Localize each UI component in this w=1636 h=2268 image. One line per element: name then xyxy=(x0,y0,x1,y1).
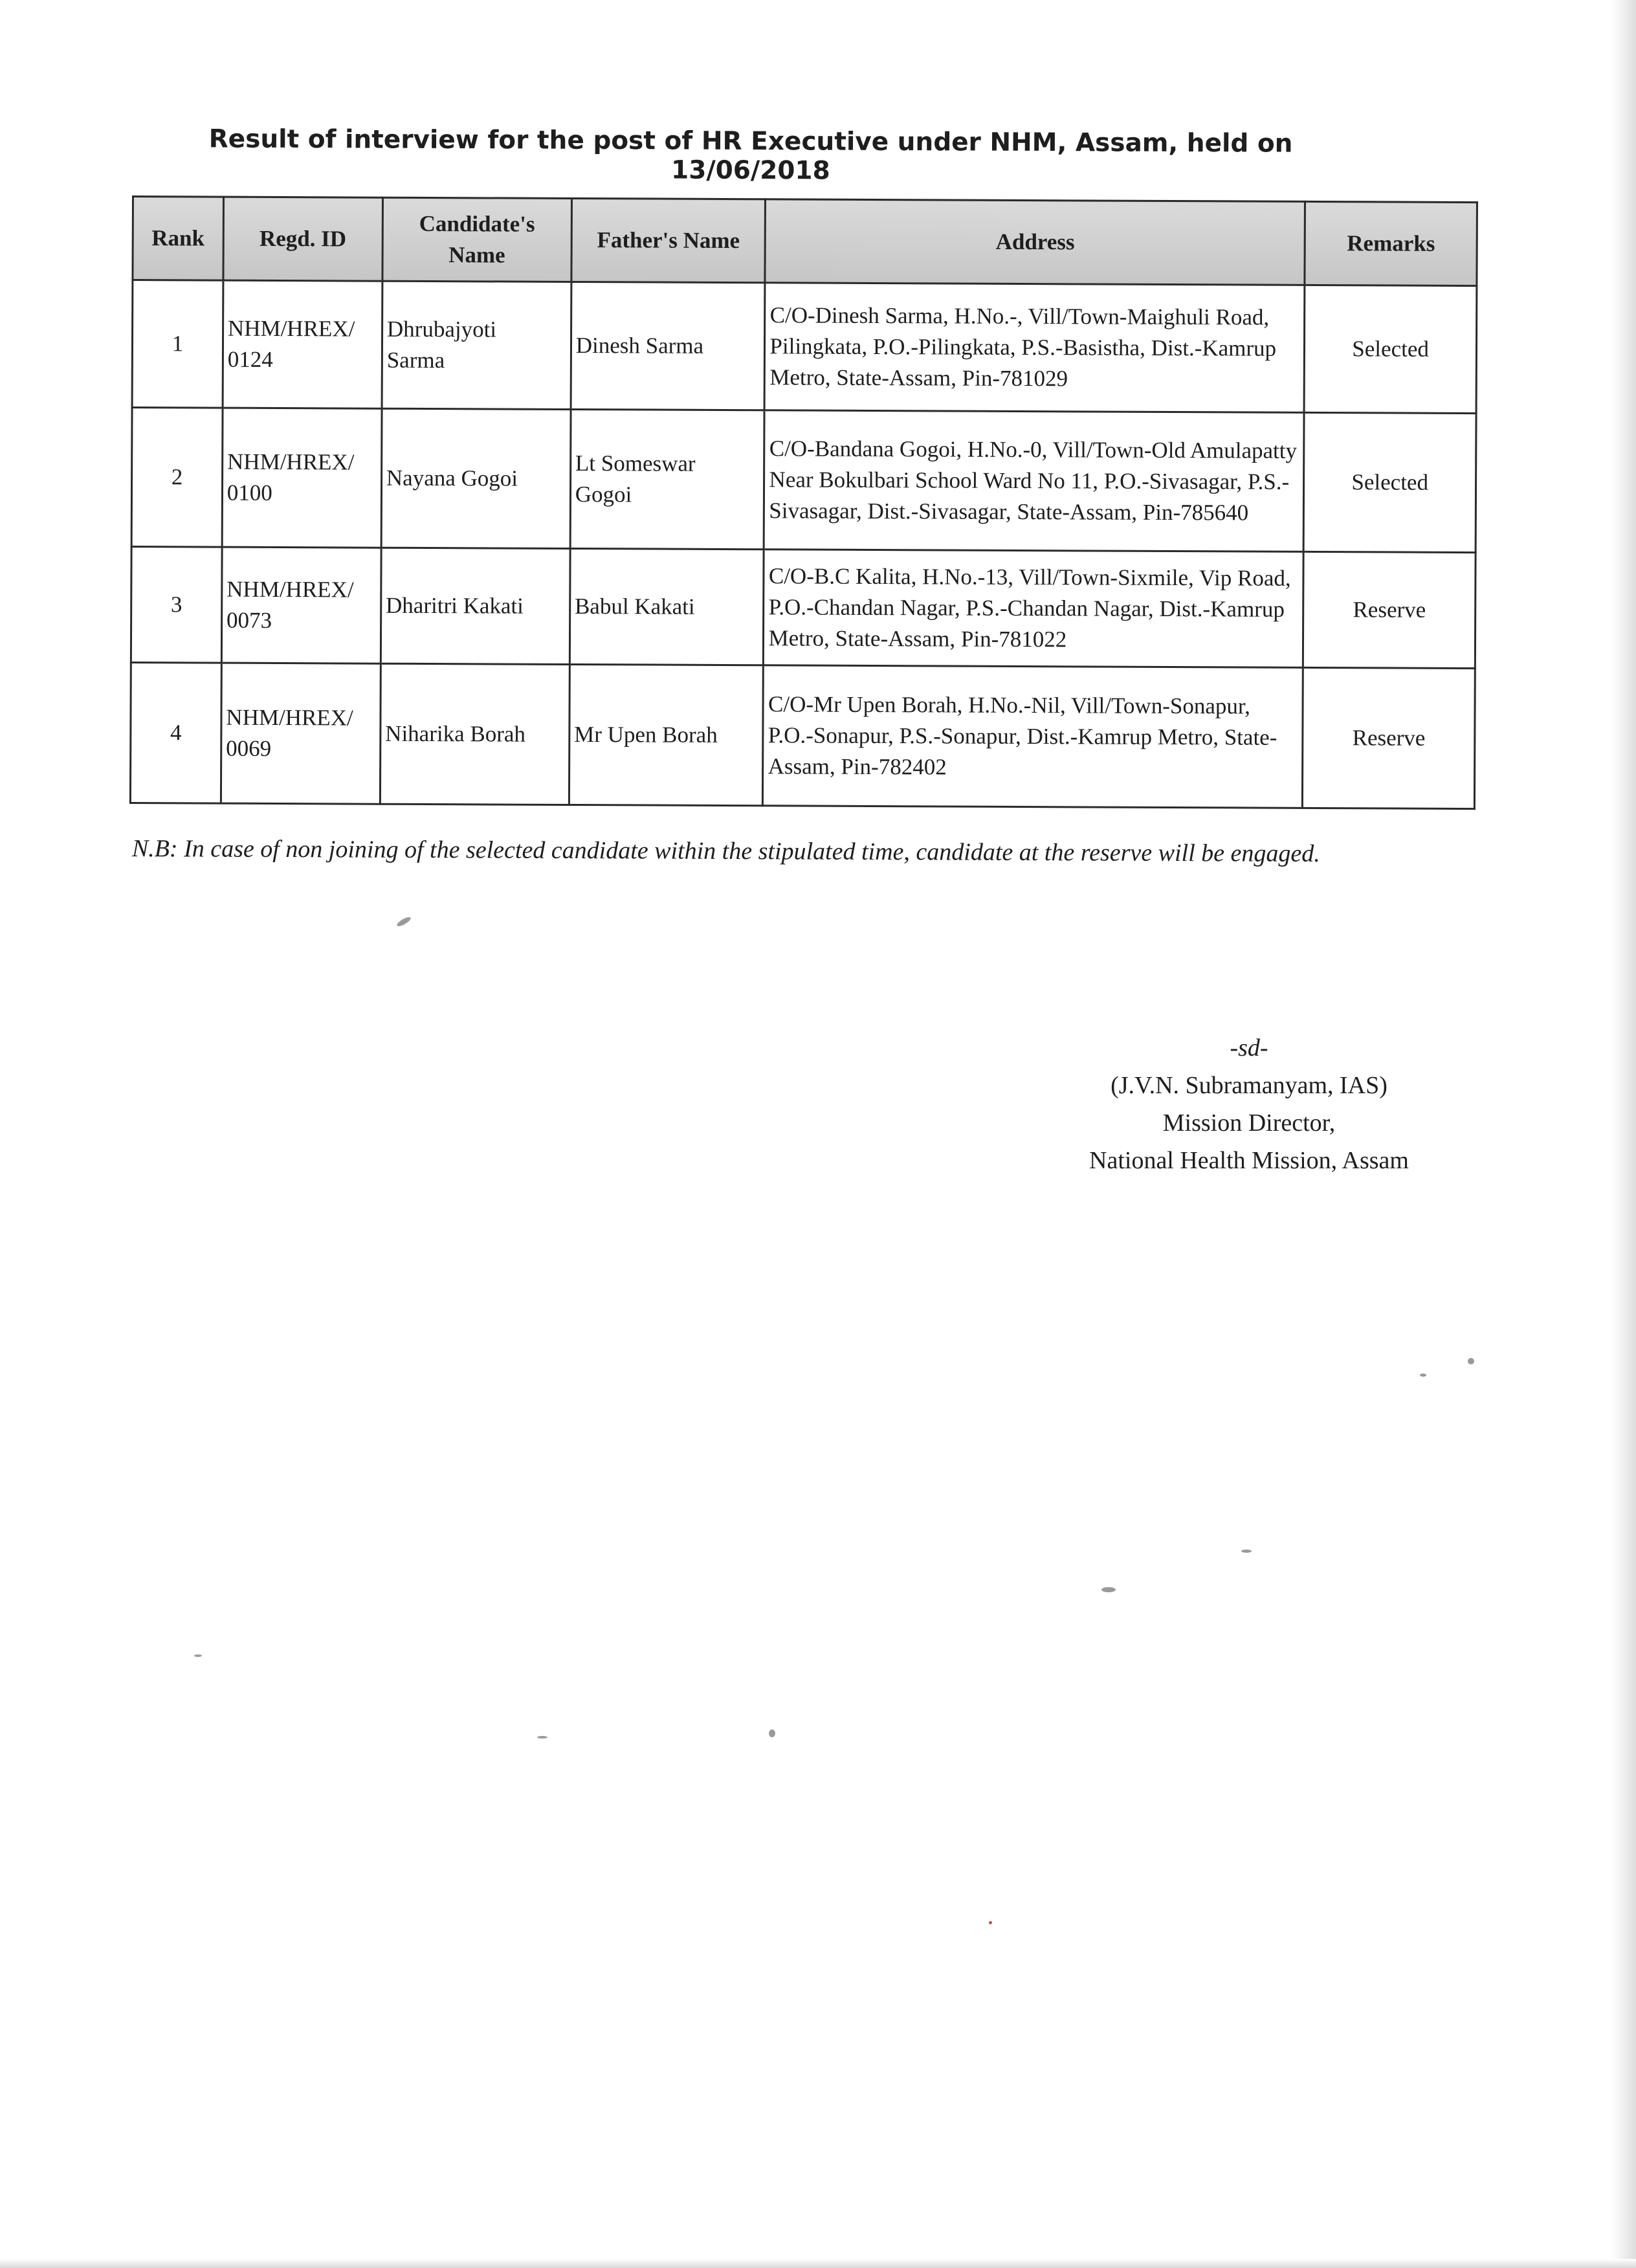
header-address: Address xyxy=(765,199,1305,285)
scanned-page-edge xyxy=(1611,0,1636,2268)
signatory-organization: National Health Mission, Assam xyxy=(1089,1147,1409,1174)
cell-regd-id: NHM/HREX/ 0100 xyxy=(222,408,382,548)
cell-remarks: Selected xyxy=(1304,285,1477,413)
scan-speck xyxy=(1241,1550,1252,1553)
cell-candidate-name: Dhrubajyoti Sarma xyxy=(382,281,571,409)
table-row xyxy=(130,662,1475,808)
cell-father-name: Mr Upen Borah xyxy=(569,664,764,805)
signatory-designation: Mission Director, xyxy=(1162,1109,1336,1137)
scan-speck xyxy=(537,1736,547,1739)
header-father-name: Father's Name xyxy=(571,198,766,282)
signatory-name: (J.V.N. Subramanyam, IAS) xyxy=(1111,1072,1387,1099)
scan-speck xyxy=(396,916,412,928)
cell-rank: 2 xyxy=(131,408,223,548)
cell-father-name: Babul Kakati xyxy=(569,548,764,665)
scan-speck xyxy=(1468,1358,1474,1364)
header-candidate-name: Candidate's Name xyxy=(382,197,571,282)
signature-block xyxy=(1048,1029,1450,1179)
note-text: In case of non joining of the selected candidate within the stipulated time, candidate at the reserve will be engaged. xyxy=(184,835,1320,868)
document-title: Result of interview for the post of HR Executive under NHM, Assam, held on 13/06/2018 xyxy=(208,124,1293,186)
cell-candidate-name: Nayana Gogoi xyxy=(381,408,571,548)
cell-candidate-name: Niharika Borah xyxy=(380,663,569,805)
table-row xyxy=(132,280,1477,414)
table-row xyxy=(131,408,1476,553)
scan-speck xyxy=(1101,1587,1116,1592)
cell-address: C/O-B.C Kalita, H.No.-13, Vill/Town-Sixmile, Vip Road, P.O.-Chandan Nagar, P.S.-Chandan Nagar, Dist.-Kamrup Metro, State-Assam, Pin-781022 xyxy=(764,550,1304,668)
cell-candidate-name: Dharitri Kakati xyxy=(381,548,570,664)
scan-speck xyxy=(989,1921,992,1924)
cell-address: C/O-Bandana Gogoi, H.No.-0, Vill/Town-Old Amulapatty Near Bokulbari School Ward No 11, P.O.-Sivasagar, P.S.-Sivasagar, Dist.-Sivasagar, State-Assam, Pin-785640 xyxy=(764,410,1305,552)
cell-remarks: Selected xyxy=(1303,412,1476,552)
cell-regd-id: NHM/HREX/ 0069 xyxy=(221,663,381,804)
note-block xyxy=(132,832,1478,871)
scan-speck xyxy=(1420,1373,1426,1377)
table-row xyxy=(131,547,1476,669)
signature-sd: -sd- xyxy=(1230,1034,1268,1062)
cell-regd-id: NHM/HREX/ 0073 xyxy=(221,547,381,663)
scan-speck xyxy=(194,1654,202,1657)
cell-remarks: Reserve xyxy=(1303,551,1476,668)
cell-father-name: Lt Someswar Gogoi xyxy=(570,409,765,549)
cell-regd-id: NHM/HREX/ 0124 xyxy=(223,280,382,408)
cell-rank: 3 xyxy=(131,547,222,663)
cell-rank: 1 xyxy=(132,280,223,408)
cell-remarks: Reserve xyxy=(1303,667,1476,808)
header-rank: Rank xyxy=(133,197,223,281)
note-label: N.B: xyxy=(131,835,178,863)
scanned-page-bottom-edge xyxy=(0,2259,1636,2268)
cell-father-name: Dinesh Sarma xyxy=(571,282,766,410)
scan-speck xyxy=(769,1729,775,1737)
table-header-row xyxy=(133,197,1477,286)
cell-rank: 4 xyxy=(130,662,221,803)
cell-address: C/O-Dinesh Sarma, H.No.-, Vill/Town-Maighuli Road, Pilingkata, P.O.-Pilingkata, P.S.-Basistha, Dist.-Kamrup Metro, State-Assam, Pin-781029 xyxy=(765,283,1305,413)
header-remarks: Remarks xyxy=(1305,201,1477,285)
cell-address: C/O-Mr Upen Borah, H.No.-Nil, Vill/Town-Sonapur, P.O.-Sonapur, P.S.-Sonapur, Dist.-Kamrup Metro, State-Assam, Pin-782402 xyxy=(763,665,1303,808)
header-regd-id: Regd. ID xyxy=(223,197,383,281)
result-table xyxy=(129,195,1478,810)
